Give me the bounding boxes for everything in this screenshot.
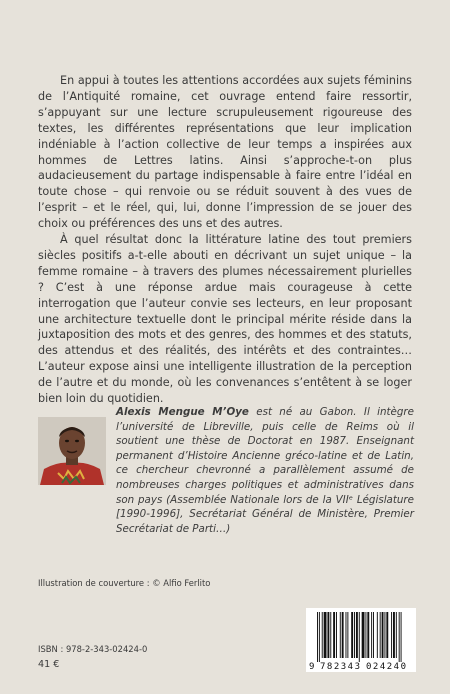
barcode-bar: [336, 612, 337, 658]
barcode-bar: [354, 612, 355, 658]
barcode-bar: [399, 612, 400, 662]
barcode-bar: [365, 612, 366, 658]
barcode-bar: [347, 612, 348, 658]
author-bio-text: est né au Gabon. Il intègre l’université de Libreville, puis celle de Reims où il soutient une thèse de Doctorat en 1987. Enseignant permanent d’Histoire Ancienne gréco-latine et de Latin, ce chercheur chevronné a parallèlement assumé de nombreuses charges politiques et administratives dans son pays (Assemblée Nationale lors de la VIIᵉ Législature [1990-1996], Secrétariat Général de Ministère, Premier Secrétariat de Parti…): [116, 406, 414, 535]
author-name: Alexis Mengue M’Oye: [116, 406, 249, 418]
author-bio: [116, 405, 414, 536]
barcode-bar: [340, 612, 341, 658]
barcode-bar: [359, 612, 360, 662]
barcode-bar: [322, 612, 323, 658]
author-photo: [38, 417, 106, 485]
barcode-bar: [330, 612, 331, 658]
barcode-bar: [346, 612, 347, 658]
barcode-bar: [317, 612, 318, 662]
cover-illustration-credit: Illustration de couverture : © Alfio Ferlito: [38, 578, 211, 588]
barcode-image: [306, 608, 416, 672]
barcode-digits-right: 024240: [366, 662, 406, 672]
isbn-barcode: [306, 608, 416, 672]
barcode-bar: [342, 612, 344, 658]
barcode-bar: [319, 612, 320, 662]
isbn-text: ISBN : 978-2-343-02424-0: [38, 644, 148, 654]
barcode-bar: [362, 612, 365, 658]
author-portrait-image: [38, 417, 106, 485]
barcode-digits-left: 782343: [320, 662, 360, 672]
barcode-bar: [393, 612, 395, 658]
barcode-bar: [327, 612, 329, 658]
barcode-bar: [371, 612, 372, 658]
barcode-bar: [382, 612, 384, 658]
barcode-bar: [386, 612, 388, 658]
barcode-bar: [391, 612, 392, 658]
barcode-bar: [373, 612, 374, 658]
barcode-bar: [384, 612, 385, 658]
barcode-bar: [356, 612, 358, 658]
barcode-bar: [401, 612, 402, 662]
barcode-bar: [380, 612, 381, 658]
barcode-bar: [396, 612, 397, 658]
description-paragraph-2: À quel résultat donc la littérature latine des tout premiers siècles positifs a-t-elle abouti en décrivant un sujet unique – la femme romaine – à travers des plumes nécessairement plurielles ? C’est à une réponse ardue mais courageuse à cette interrogation que l’auteur convie ses lecteurs, en leur proposant une architecture textuelle dont le principal mérite réside dans la juxtaposition des mots et des genres, des hommes et des statuts, des attendus et des réalités, des intérêts et des contraintes… L’auteur expose ainsi une intelligente illustration de la perception de l’autre et du monde, où les convenances s’entêtent à se loger bien loin du quotidien.: [38, 233, 412, 406]
price-text: 41 €: [38, 659, 60, 670]
barcode-bar: [377, 612, 378, 658]
barcode-digit-first: 9: [309, 662, 315, 672]
description-paragraph-1: En appui à toutes les attentions accordées aux sujets féminins de l’Antiquité romaine, cet ouvrage entend faire ressortir, s’appuyant sur une lecture scrupuleusement rigoureuse des textes, les différentes représentations que leur implication indéniable à l’action collective de leur temps a inspirées aux hommes de Lettres latins. Ainsi s’approche-t-on plus audacieusement du partage indispensable à faire entre l’idéal en toute chose – qui renvoie ou se réduit souvent à des vues de l’esprit – et le réel, qui, lui, donne l’impression de se jouer des choix ou préférences des uns et des autres.: [38, 74, 412, 231]
barcode-bar: [324, 612, 327, 658]
barcode-bar: [351, 612, 353, 658]
barcode-bar: [367, 612, 369, 658]
barcode-bar: [333, 612, 335, 658]
